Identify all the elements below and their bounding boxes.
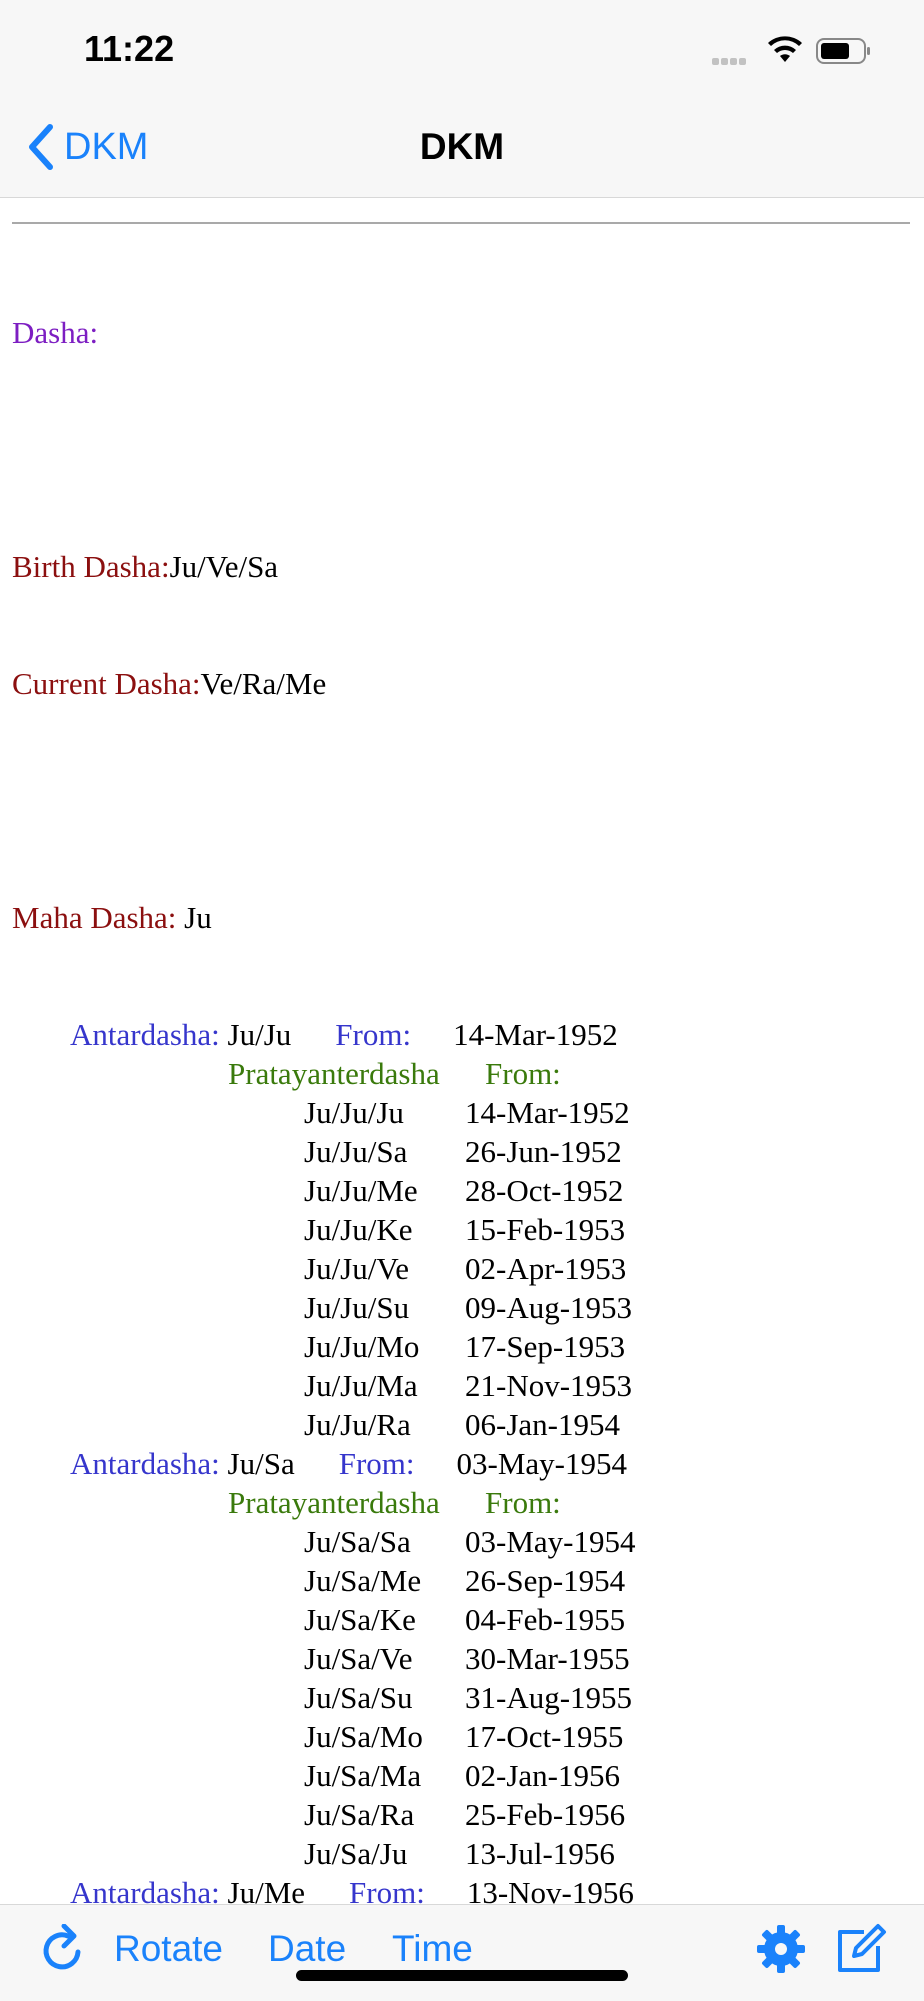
pratyantardasha-period: Ju/Ju/Su [304,1290,410,1325]
wifi-icon [766,34,804,64]
pratyantardasha-date: 04-Feb-1955 [465,1602,626,1637]
pratyantardasha-row [12,1756,635,1795]
pratyantardasha-date: 09-Aug-1953 [465,1290,633,1325]
divider [12,222,910,224]
battery-icon [816,38,872,64]
pratyantardasha-row [12,1132,635,1171]
pratyantardasha-row [12,1639,635,1678]
pratyantardasha-date: 17-Sep-1953 [465,1329,626,1364]
pratyantardasha-period: Ju/Ju/Ve [304,1251,410,1286]
compose-button[interactable] [834,1919,890,1979]
pratyantardasha-header [12,1483,635,1522]
birth-dasha-label: Birth Dasha: [12,549,170,584]
pratyantardasha-from-label: From: [485,1485,561,1520]
maha-dasha-row [12,898,635,937]
antardasha-from-label: From: [335,1017,412,1052]
pratyantardasha-row [12,1717,635,1756]
pratyantardasha-period: Ju/Ju/Sa [304,1134,408,1169]
pratyantardasha-row [12,1834,635,1873]
pratyantardasha-date: 21-Nov-1953 [465,1368,633,1403]
pratyantardasha-row [12,1405,635,1444]
pratyantardasha-from-label: From: [485,1056,561,1091]
pratyantardasha-label: Pratayanterdasha [228,1485,440,1520]
antardasha-list [12,1015,635,1904]
navigation-bar [0,100,924,198]
antardasha-from-date: 03-May-1954 [456,1446,627,1481]
antardasha-from-date: 13-Nov-1956 [466,1875,634,1904]
pratyantardasha-row [12,1600,635,1639]
pratyantardasha-row [12,1561,635,1600]
pratyantardasha-period: Ju/Ju/Ju [304,1095,404,1130]
antardasha-from-date: 14-Mar-1952 [453,1017,618,1052]
pratyantardasha-date: 17-Oct-1955 [465,1719,624,1754]
pratyantardasha-header [12,1054,635,1093]
pratyantardasha-row [12,1093,635,1132]
antardasha-period: Ju/Sa [227,1446,295,1481]
birth-dasha-value: Ju/Ve/Sa [169,549,279,584]
maha-dasha-value: Ju [184,900,212,935]
pratyantardasha-period: Ju/Sa/Mo [304,1719,423,1754]
pratyantardasha-date: 02-Jan-1956 [465,1758,620,1793]
settings-button[interactable] [754,1919,808,1979]
gear-icon [754,1922,808,1976]
pratyantardasha-period: Ju/Sa/Ve [304,1641,413,1676]
current-dasha-value: Ve/Ra/Me [200,666,327,701]
pratyantardasha-row [12,1795,635,1834]
rotate-button[interactable] [40,1919,223,1979]
antardasha-row [12,1873,635,1904]
antardasha-from-label: From: [338,1446,415,1481]
pratyantardasha-period: Ju/Sa/Ju [304,1836,408,1871]
antardasha-period: Ju/Ju [227,1017,292,1052]
bottom-toolbar [0,1904,924,2001]
dasha-heading: Dasha: [12,315,99,350]
pratyantardasha-date: 03-May-1954 [465,1524,636,1559]
date-label: Date [268,1928,347,1969]
time-label: Time [392,1928,473,1969]
antardasha-label: Antardasha: [70,1017,228,1052]
antardasha-from-label: From: [349,1875,425,1904]
pratyantardasha-period: Ju/Sa/Sa [304,1524,411,1559]
pratyantardasha-period: Ju/Ju/Me [304,1173,418,1208]
pratyantardasha-date: 30-Mar-1955 [465,1641,630,1676]
pratyantardasha-period: Ju/Sa/Me [304,1563,422,1598]
antardasha-row [12,1015,635,1054]
pratyantardasha-row [12,1522,635,1561]
pratyantardasha-period: Ju/Sa/Ma [304,1758,422,1793]
dasha-report [12,235,635,1904]
birth-dasha-row [12,547,635,586]
pratyantardasha-date: 26-Jun-1952 [465,1134,622,1169]
antardasha-label: Antardasha: [70,1446,228,1481]
pratyantardasha-date: 15-Feb-1953 [465,1212,626,1247]
pratyantardasha-row [12,1210,635,1249]
pratyantardasha-period: Ju/Ju/Ma [304,1368,418,1403]
compose-icon [834,1922,890,1976]
pratyantardasha-date: 06-Jan-1954 [465,1407,620,1442]
pratyantardasha-row [12,1249,635,1288]
pratyantardasha-row [12,1327,635,1366]
pratyantardasha-row [12,1678,635,1717]
pratyantardasha-period: Ju/Ju/Ra [304,1407,411,1442]
pratyantardasha-date: 26-Sep-1954 [465,1563,626,1598]
status-bar [0,0,924,100]
pratyantardasha-date: 28-Oct-1952 [465,1173,624,1208]
pratyantardasha-date: 25-Feb-1956 [465,1797,626,1832]
pratyantardasha-period: Ju/Ju/Mo [304,1329,420,1364]
cellular-signal-icon [712,52,748,70]
pratyantardasha-row [12,1171,635,1210]
status-time: 11:22 [84,28,175,69]
home-indicator [296,1970,628,1981]
pratyantardasha-period: Ju/Ju/Ke [304,1212,413,1247]
pratyantardasha-label: Pratayanterdasha [228,1056,440,1091]
current-dasha-label: Current Dasha: [12,666,201,701]
pratyantardasha-date: 31-Aug-1955 [465,1680,633,1715]
antardasha-period: Ju/Me [227,1875,306,1904]
back-button-label: DKM [64,125,149,168]
current-dasha-row [12,664,635,703]
report-content[interactable] [0,198,924,1904]
pratyantardasha-date: 13-Jul-1956 [465,1836,615,1871]
rotate-icon [40,1924,86,1974]
antardasha-row [12,1444,635,1483]
pratyantardasha-period: Ju/Sa/Ra [304,1797,415,1832]
maha-dasha-label: Maha Dasha: [12,900,185,935]
pratyantardasha-period: Ju/Sa/Ke [304,1602,416,1637]
pratyantardasha-row [12,1366,635,1405]
pratyantardasha-date: 14-Mar-1952 [465,1095,630,1130]
rotate-label: Rotate [114,1928,224,1969]
antardasha-label: Antardasha: [70,1875,228,1904]
pratyantardasha-row [12,1288,635,1327]
page-title: DKM [419,126,505,167]
pratyantardasha-period: Ju/Sa/Su [304,1680,413,1715]
pratyantardasha-date: 02-Apr-1953 [465,1251,627,1286]
